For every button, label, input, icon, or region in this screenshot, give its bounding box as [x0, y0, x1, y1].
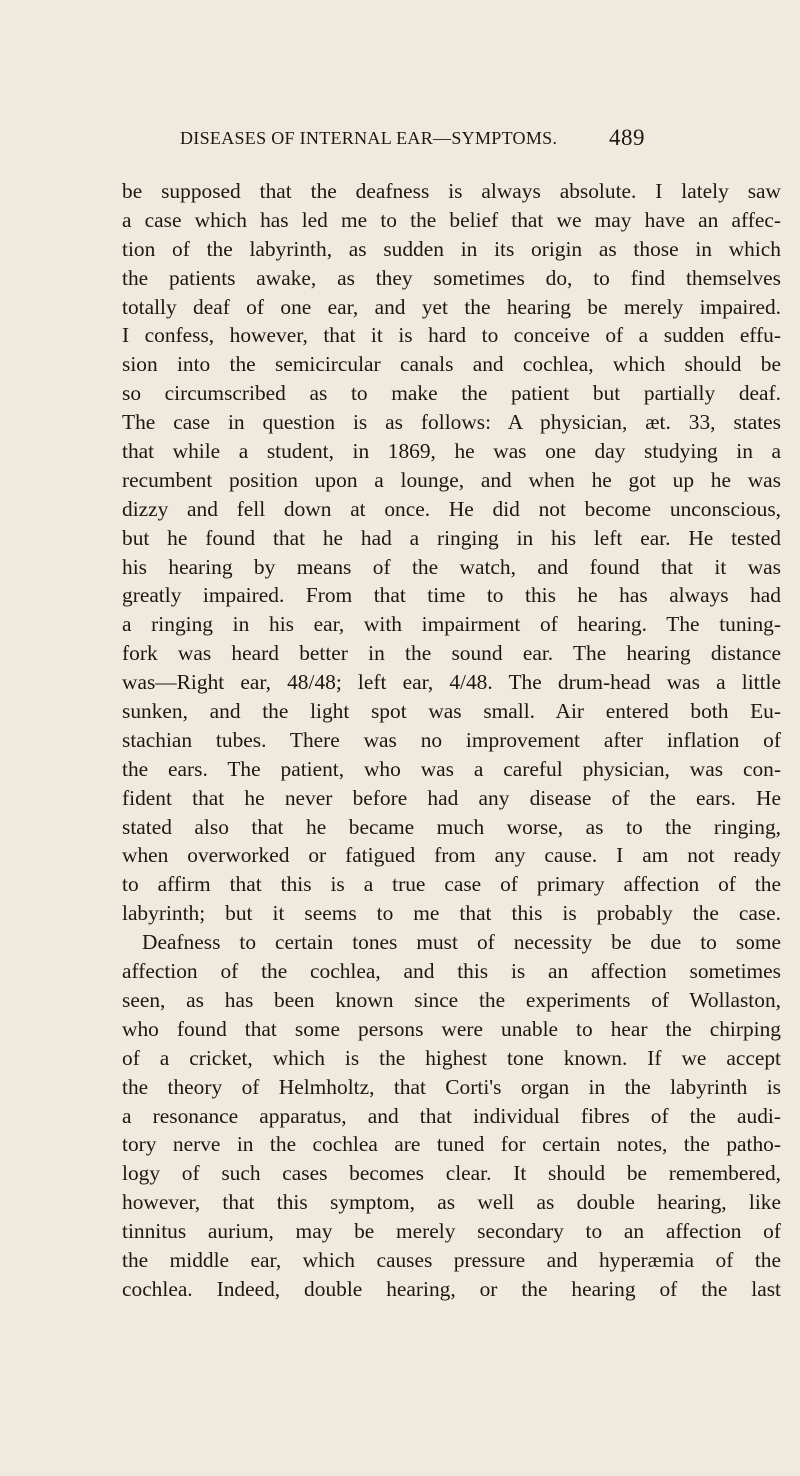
running-title: DISEASES OF INTERNAL EAR—SYMPTOMS. [180, 128, 558, 148]
text-line: tory nerve in the cochlea are tuned for certain notes, the patho- [122, 1132, 781, 1157]
text-line: fork was heard better in the sound ear. The hearing distance [122, 641, 781, 666]
text-line: so circumscribed as to make the patient but partially deaf. [122, 381, 781, 406]
text-line: who found that some persons were unable to hear the chirping [122, 1016, 781, 1041]
body-text [122, 177, 781, 1304]
text-line: logy of such cases becomes clear. It should be remembered, [122, 1161, 781, 1186]
text-line: totally deaf of one ear, and yet the hearing be merely impaired. [122, 294, 781, 319]
text-line: The case in question is as follows: A physician, æt. 33, states [122, 410, 781, 435]
paragraph-start-line: Deafness to certain tones must of necessity be due to some [142, 930, 781, 955]
text-line: sion into the semicircular canals and cochlea, which should be [122, 352, 781, 377]
text-line: that while a student, in 1869, he was one day studying in a [122, 439, 781, 464]
text-line: affection of the cochlea, and this is an affection sometimes [122, 959, 781, 984]
text-line: sunken, and the light spot was small. Air entered both Eu- [122, 699, 781, 724]
text-line: I confess, however, that it is hard to conceive of a sudden effu- [122, 323, 781, 348]
text-line: fident that he never before had any disease of the ears. He [122, 785, 781, 810]
text-line: to affirm that this is a true case of primary affection of the [122, 872, 781, 897]
text-line: stated also that he became much worse, as to the ringing, [122, 814, 781, 839]
page-header [180, 125, 645, 154]
text-line: dizzy and fell down at once. He did not become unconscious, [122, 496, 781, 521]
text-line: stachian tubes. There was no improvement after inflation of [122, 727, 781, 752]
text-line: the ears. The patient, who was a careful physician, was con- [122, 756, 781, 781]
text-line: a ringing in his ear, with impairment of hearing. The tuning- [122, 612, 781, 637]
text-line: when overworked or fatigued from any cause. I am not ready [122, 843, 781, 868]
text-line: however, that this symptom, as well as double hearing, like [122, 1190, 781, 1215]
text-line: the middle ear, which causes pressure and hyperæmia of the [122, 1247, 781, 1272]
text-line: seen, as has been known since the experiments of Wollaston, [122, 987, 781, 1012]
text-line: was—Right ear, 48/48; left ear, 4/48. The drum-head was a little [122, 670, 781, 695]
text-line: be supposed that the deafness is always absolute. I lately saw [122, 179, 781, 203]
text-line: recumbent position upon a lounge, and when he got up he was [122, 467, 781, 492]
text-line: greatly impaired. From that time to this he has always had [122, 583, 781, 608]
text-line: tion of the labyrinth, as sudden in its origin as those in which [122, 236, 781, 261]
text-line: tinnitus aurium, may be merely secondary to an affection of [122, 1219, 781, 1244]
text-line: labyrinth; but it seems to me that this is probably the case. [122, 901, 781, 926]
page-number: 489 [609, 125, 645, 150]
text-line: a resonance apparatus, and that individual fibres of the audi- [122, 1103, 781, 1128]
text-line: his hearing by means of the watch, and found that it was [122, 554, 781, 579]
text-line: a case which has led me to the belief that we may have an affec- [122, 207, 781, 232]
text-line: of a cricket, which is the highest tone known. If we accept [122, 1045, 781, 1070]
text-line: cochlea. Indeed, double hearing, or the hearing of the last [122, 1276, 781, 1301]
text-line: but he found that he had a ringing in his left ear. He tested [122, 525, 781, 550]
text-line: the patients awake, as they sometimes do, to find themselves [122, 265, 781, 290]
text-line: the theory of Helmholtz, that Corti's organ in the labyrinth is [122, 1074, 781, 1099]
